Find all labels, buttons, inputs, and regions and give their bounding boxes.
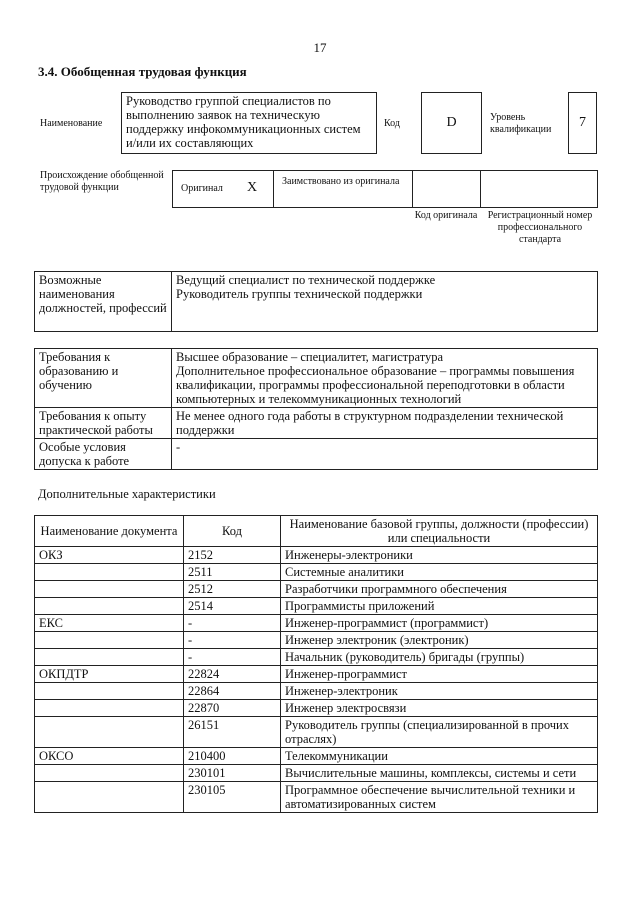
positions-values: [172, 272, 598, 332]
doc-cell: ОКЗ: [35, 547, 184, 564]
table-row: [35, 632, 598, 649]
table-row: [35, 782, 598, 813]
name-cell: Вычислительные машины, комплексы, системы и сети: [281, 765, 598, 782]
code-cell: -: [184, 615, 281, 632]
doc-cell: [35, 564, 184, 581]
name-cell: Инженер электроник (электроник): [281, 632, 598, 649]
table-row: [35, 683, 598, 700]
original-mark: X: [247, 180, 258, 195]
caption-reg: Регистрационный номер профессионального стандарта: [487, 210, 593, 245]
table-row: [35, 700, 598, 717]
page-number: 17: [313, 40, 327, 55]
doc-cell: [35, 649, 184, 666]
doc-cell: [35, 717, 184, 748]
name-cell: Инженер-программист (программист): [281, 615, 598, 632]
doc-cell: [35, 683, 184, 700]
doc-cell: ОКПДТР: [35, 666, 184, 683]
table-row: [35, 615, 598, 632]
name-cell: Программное обеспечение вычислительной техники и автоматизированных систем: [281, 782, 598, 813]
name-cell: Инженер-электроник: [281, 683, 598, 700]
positions-label: Возможные наименования должностей, профессий: [35, 272, 172, 332]
origin-label: Происхождение обобщенной трудовой функции: [40, 170, 164, 193]
doc-cell: [35, 598, 184, 615]
req-education-value: Высшее образование – специалитет, магистратура Дополнительное профессиональное образование – программы повышения квалификации, программы профессиональной переподготовки в области компьютерных и телекоммуникационных технологий: [172, 349, 598, 408]
header-name: Наименование базовой группы, должности (профессии) или специальности: [281, 516, 598, 547]
code-cell: 2511: [184, 564, 281, 581]
doc-cell: [35, 632, 184, 649]
table-row: [35, 717, 598, 748]
doc-cell: ОКСО: [35, 748, 184, 765]
name-cell: Разработчики программного обеспечения: [281, 581, 598, 598]
req-experience-label: Требования к опыту практической работы: [35, 408, 172, 439]
table-row: [35, 748, 598, 765]
code-cell: 230101: [184, 765, 281, 782]
table-row: [35, 547, 598, 564]
req-education-label: Требования к образованию и обучению: [35, 349, 172, 408]
requirements-table: [34, 348, 598, 470]
req-experience-value: Не менее одного года работы в структурном подразделении технической поддержки: [172, 408, 598, 439]
additional-title: Дополнительные характеристики: [38, 487, 216, 501]
header-code: Код: [184, 516, 281, 547]
additional-table: [34, 515, 598, 813]
code-cell: 2514: [184, 598, 281, 615]
name-cell: Инженеры-электроники: [281, 547, 598, 564]
name-cell: Инженер-программист: [281, 666, 598, 683]
name-cell: Системные аналитики: [281, 564, 598, 581]
code-cell: 22864: [184, 683, 281, 700]
origin-row: [172, 170, 598, 208]
table-row: [35, 564, 598, 581]
name-cell: Начальник (руководитель) бригады (группы): [281, 649, 598, 666]
table-row: [35, 765, 598, 782]
code-cell: 22824: [184, 666, 281, 683]
original-label: Оригинал: [181, 183, 223, 194]
borrowed-label: Заимствовано из оригинала: [282, 176, 400, 187]
code-cell: 22870: [184, 700, 281, 717]
table-row: [35, 649, 598, 666]
name-cell: Руководитель группы (специализированной в прочих отраслях): [281, 717, 598, 748]
code-value: D: [421, 92, 482, 154]
code-cell: -: [184, 632, 281, 649]
doc-cell: [35, 765, 184, 782]
code-cell: 2512: [184, 581, 281, 598]
req-special-label: Особые условия допуска к работе: [35, 439, 172, 470]
table-row: [35, 598, 598, 615]
req-special-value: -: [172, 439, 598, 470]
position-1: Ведущий специалист по технической поддержке: [176, 273, 436, 287]
name-label: Наименование: [40, 118, 103, 129]
table-row: [35, 581, 598, 598]
caption-code: Код оригинала: [414, 210, 478, 221]
code-cell: 210400: [184, 748, 281, 765]
doc-cell: [35, 782, 184, 813]
name-cell: Инженер электросвязи: [281, 700, 598, 717]
positions-table: [34, 271, 598, 332]
code-label: Код: [384, 118, 400, 129]
doc-cell: [35, 700, 184, 717]
code-cell: 2152: [184, 547, 281, 564]
header-doc: Наименование документа: [35, 516, 184, 547]
doc-cell: ЕКС: [35, 615, 184, 632]
level-value: 7: [568, 92, 597, 154]
name-value: Руководство группой специалистов по выполнению заявок на техническую поддержку инфокоммуникационных систем и/или их составляющих: [121, 92, 377, 154]
code-cell: 26151: [184, 717, 281, 748]
level-label: Уровень квалификации: [490, 112, 552, 135]
code-cell: 230105: [184, 782, 281, 813]
position-2: Руководитель группы технической поддержки: [176, 287, 423, 301]
name-cell: Телекоммуникации: [281, 748, 598, 765]
section-title: 3.4. Обобщенная трудовая функция: [38, 64, 247, 79]
doc-cell: [35, 581, 184, 598]
table-row: [35, 666, 598, 683]
name-cell: Программисты приложений: [281, 598, 598, 615]
code-cell: -: [184, 649, 281, 666]
